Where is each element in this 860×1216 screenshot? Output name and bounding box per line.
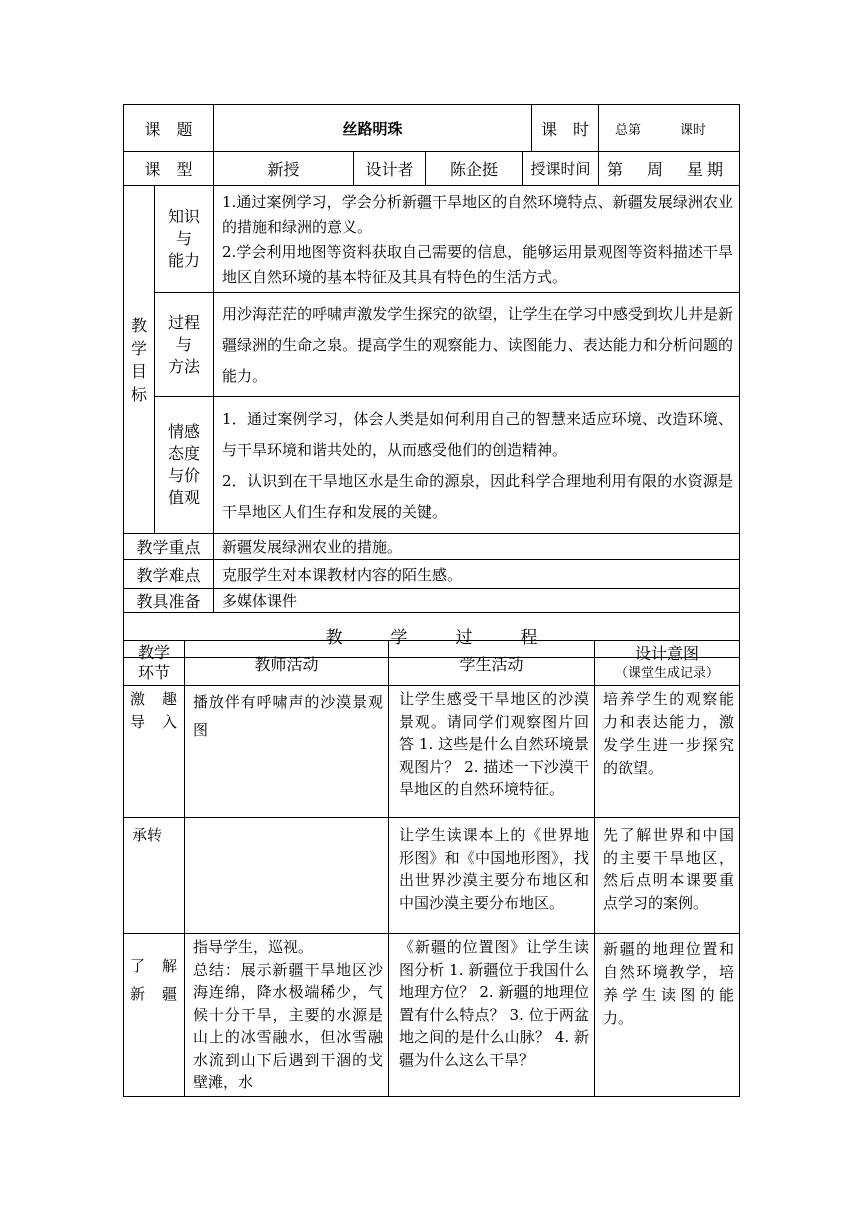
design-cell: 先了解世界和中国的主要干旱地区，然后点明本课要重点学习的案例。 — [595, 818, 740, 934]
teacher-cell — [185, 818, 389, 934]
student-cell: 《新疆的位置图》让学生读图分析 1. 新疆位于我国什么地理方位？ 2. 新疆的地理位置有什么特点？ 3. 位于两盆地之间的是什么山脉？ 4. 新疆为什么这么干旱？ — [389, 934, 595, 1097]
stage-cell: 了 解新 疆 — [124, 934, 185, 1097]
designer-label: 设计者 — [354, 152, 426, 186]
stage-cell: 激 趣导 入 — [124, 686, 185, 818]
difficulty-label: 教学难点 — [124, 560, 214, 589]
process-text: 用沙海茫茫的呼啸声激发学生探究的欲望，让学生在学习中感受到坎儿井是新疆绿洲的生命之泉。提高学生的观察能力、读图能力、表达能力和分析问题的能力。 — [214, 293, 740, 397]
student-cell: 让学生感受干旱地区的沙漠景观。请同学们观察图片回答 1. 这些是什么自然环境景观图片？ 2. 描述一下沙漠干旱地区的自然环境特征。 — [389, 686, 595, 818]
tools-value: 多媒体课件 — [214, 589, 740, 613]
process-table — [123, 640, 740, 1097]
table-row — [124, 818, 740, 934]
topic-label: 课 题 — [124, 105, 214, 152]
student-cell: 让学生读课本上的《世界地形图》和《中国地形图》，找出世界沙漠主要分布地区和中国沙漠主要分布地区。 — [389, 818, 595, 934]
teacher-cell: 指导学生，巡视。 总结：展示新疆干旱地区沙海连绵，降水极端稀少，气候十分干旱，主要的水源是山上的冰雪融水，但冰雪融水流到山下后遇到干涸的戈壁滩，水 — [185, 934, 389, 1097]
teacher-header: 教师活动 — [185, 641, 389, 686]
key-point-label: 教学重点 — [124, 534, 214, 560]
lesson-info-table — [123, 104, 740, 658]
time-value: 第 周 星期 — [599, 152, 740, 186]
lesson-type: 新授 — [214, 152, 354, 186]
student-header: 学生活动 — [389, 641, 595, 686]
type-label: 课 型 — [124, 152, 214, 186]
knowledge-text: 1.通过案例学习，学会分析新疆干旱地区的自然环境特点、新疆发展绿洲农业的措施和绿洲的意义。 2.学会利用地图等资料获取自己需要的信息，能够运用景观图等资料描述干旱地区自然环境的基本特征及其具有特色的生活方式。 — [214, 186, 740, 293]
key-point-value: 新疆发展绿洲农业的措施。 — [214, 534, 740, 560]
table-row — [124, 686, 740, 818]
objectives-label — [124, 186, 155, 534]
process-label: 过程 与 方法 — [155, 293, 214, 397]
time-label: 授课时间 — [523, 152, 599, 186]
objectives-label-text: 教学目标 — [131, 315, 148, 404]
designer-name: 陈企挺 — [426, 152, 523, 186]
emotion-text: 1．通过案例学习，体会人类是如何利用自己的智慧来适应环境、改造环境、与干旱环境和谐共处的，从而感受他们的创造精神。 2．认识到在干旱地区水是生命的源泉，因此科学合理地利用有限的水资源是干旱地区人们生存和发展的关键。 — [214, 397, 740, 534]
process-header-row — [124, 641, 740, 686]
emotion-label: 情感 态度 与价 值观 — [155, 397, 214, 534]
knowledge-label: 知识 与 能力 — [155, 186, 214, 293]
table-row — [124, 934, 740, 1097]
process-section-title: 教学过程 — [124, 613, 740, 658]
lesson-title: 丝路明珠 — [214, 105, 532, 152]
design-cell: 新疆的地理位置和自然环境教学，培养学生读图的能力。 — [595, 934, 740, 1097]
stage-header: 教学环节 — [124, 641, 185, 686]
teacher-cell: 播放伴有呼啸声的沙漠景观图 — [185, 686, 389, 818]
difficulty-value: 克服学生对本课教材内容的陌生感。 — [214, 560, 740, 589]
tools-label: 教具准备 — [124, 589, 214, 613]
period-label: 课 时 — [532, 105, 599, 152]
design-header: 设计意图 （课堂生成记录） — [595, 641, 740, 686]
design-cell: 培养学生的观察能力和表达能力，激发学生进一步探究的欲望。 — [595, 686, 740, 818]
stage-cell: 承转 — [124, 818, 185, 934]
period-value: 总第 课时 — [599, 105, 740, 152]
